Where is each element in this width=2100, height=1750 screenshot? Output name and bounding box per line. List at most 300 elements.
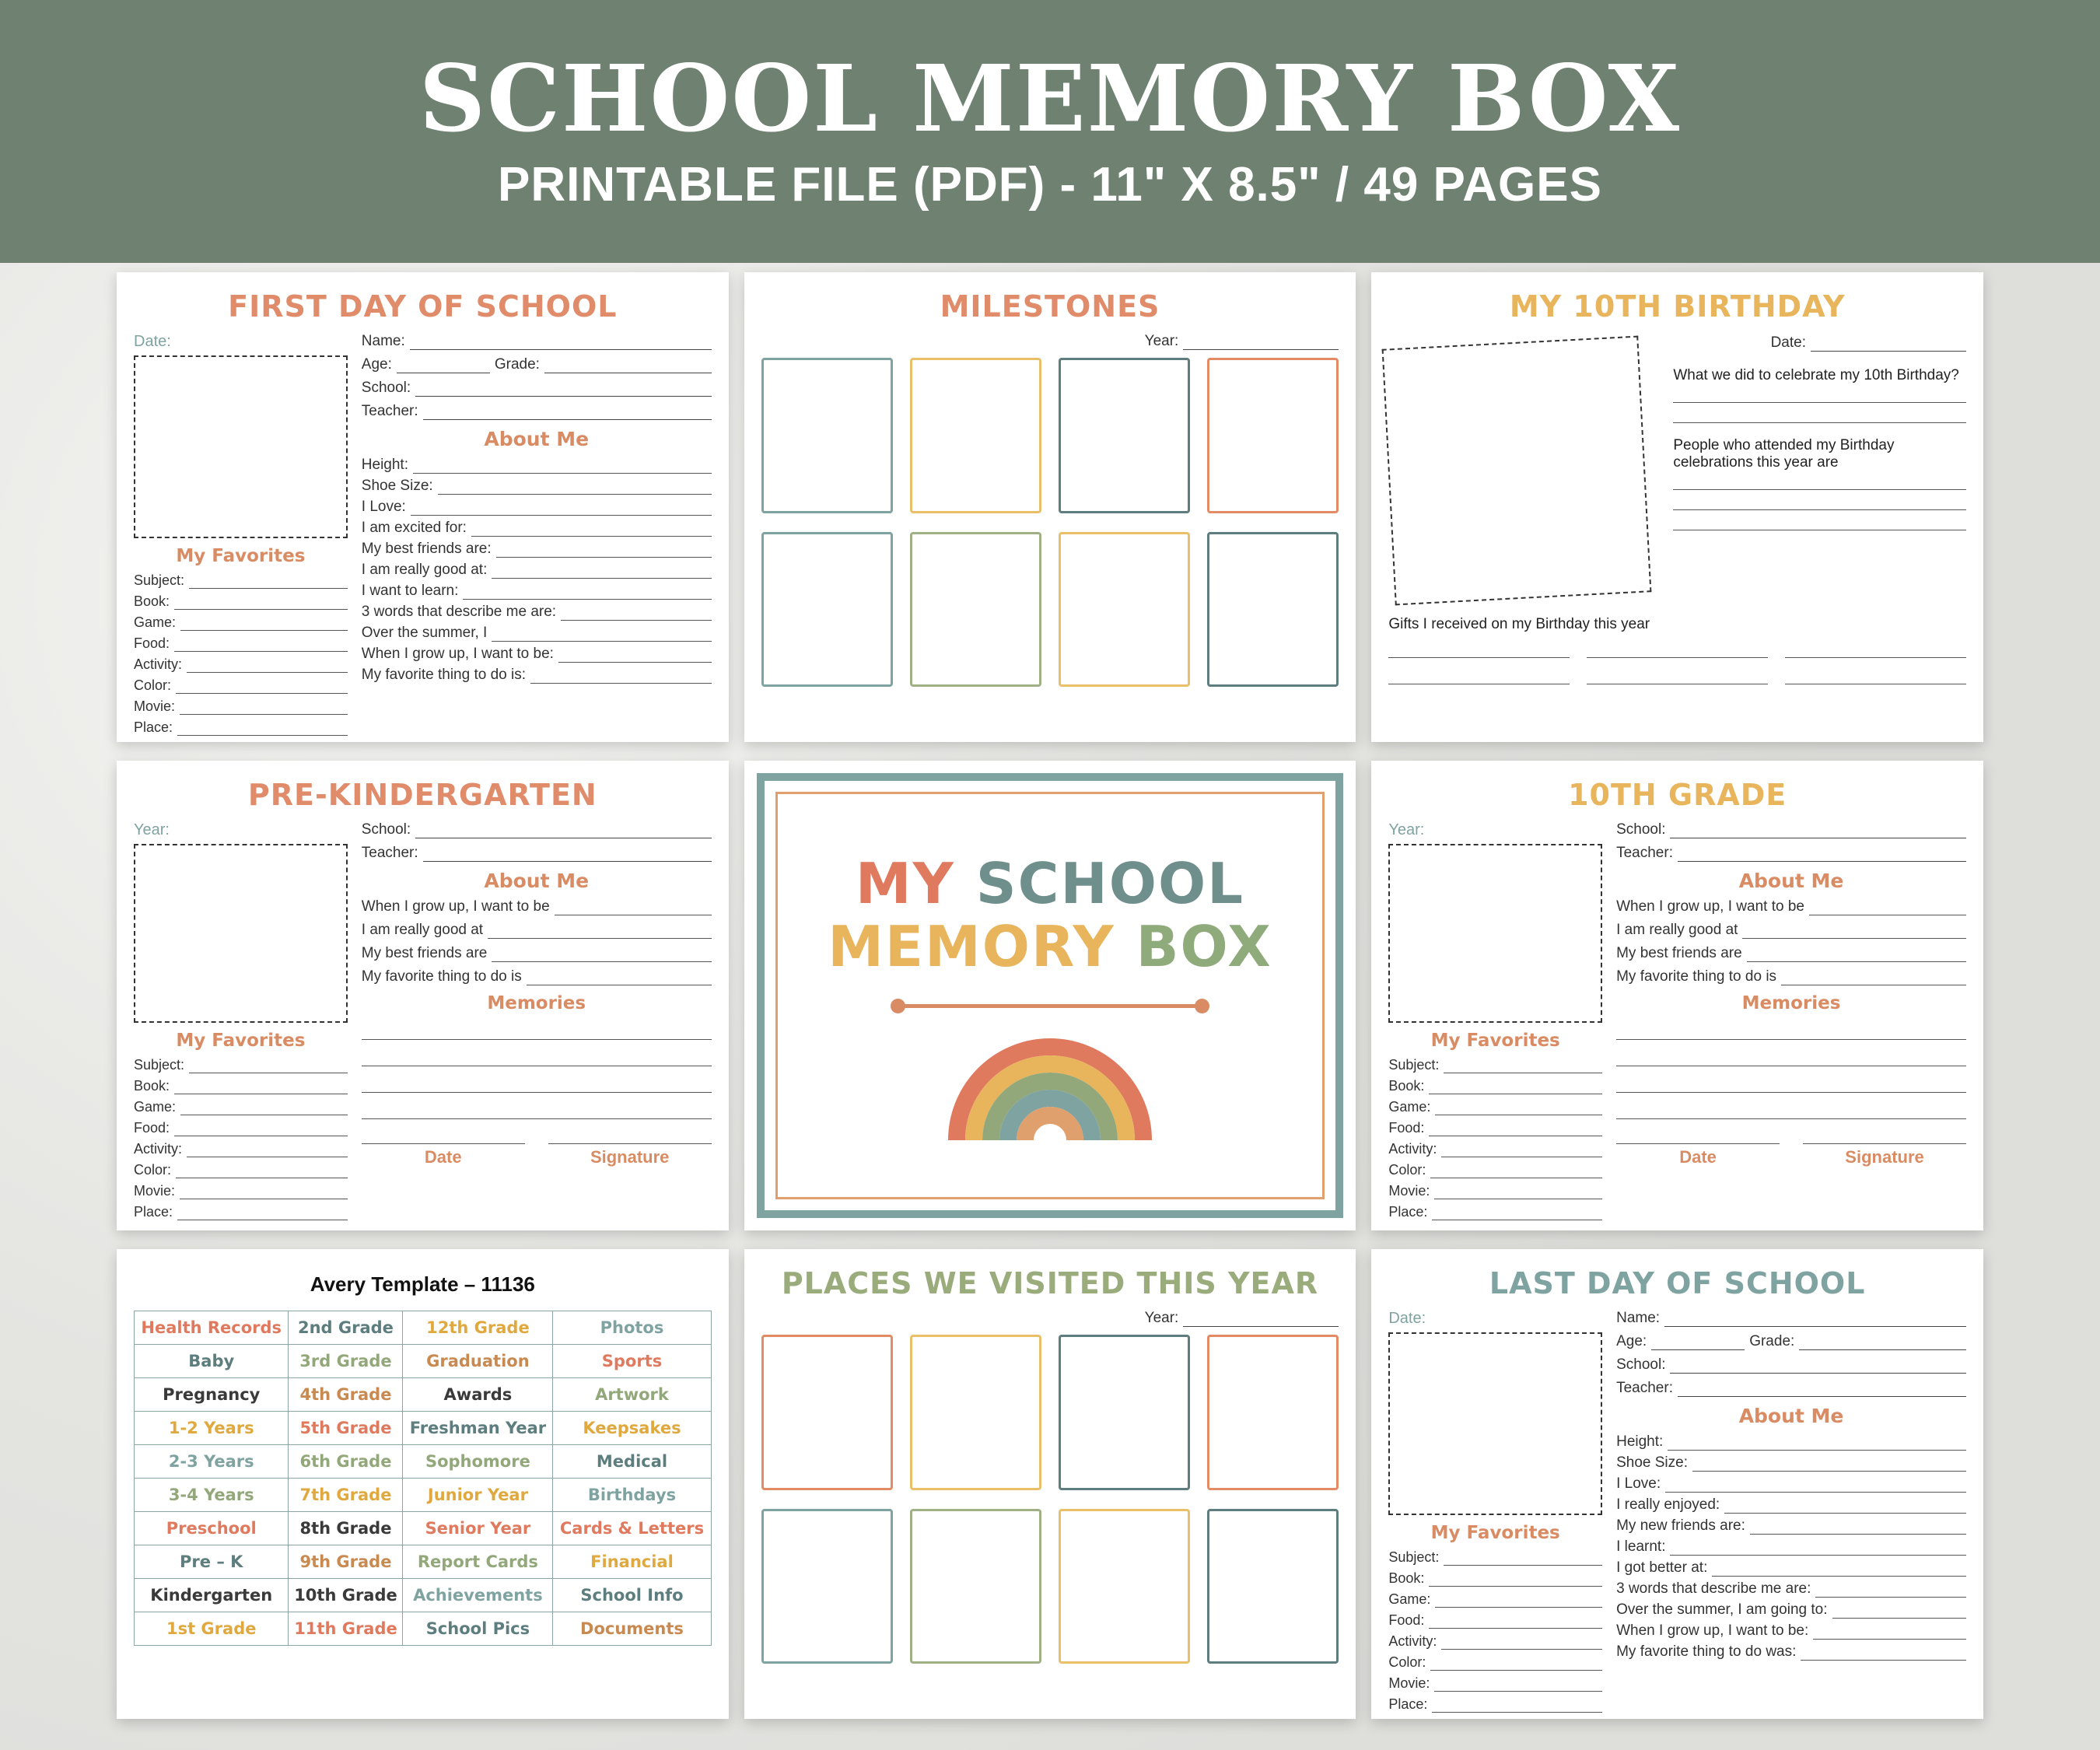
about-input[interactable] (492, 565, 711, 579)
date-label: Date: (134, 333, 171, 350)
answer-input[interactable] (1673, 476, 1966, 490)
table-cell: Senior Year (403, 1512, 553, 1545)
page-previews-grid (0, 263, 2100, 1750)
field-input-teacher[interactable] (423, 406, 712, 420)
field-input-age[interactable] (397, 359, 490, 373)
table-cell: 3rd Grade (289, 1345, 403, 1378)
about-label: I am excited for: (361, 520, 467, 536)
favorite-input[interactable] (187, 659, 348, 673)
favorite-input[interactable] (1429, 1122, 1602, 1136)
favorite-input[interactable] (177, 722, 348, 736)
photo-placeholder[interactable] (134, 355, 348, 538)
gift-input[interactable] (1587, 664, 1768, 684)
page-title: 10TH GRADE (1568, 778, 1787, 812)
favorite-label: Food: (134, 1120, 170, 1136)
favorites-list (1388, 1549, 1602, 1713)
favorite-input[interactable] (177, 1206, 348, 1220)
page-title: MILESTONES (940, 289, 1160, 324)
about-input[interactable] (411, 502, 712, 516)
milestone-box[interactable] (1059, 358, 1190, 513)
about-label: I am really good at (1616, 922, 1738, 938)
memory-input[interactable] (362, 1073, 712, 1093)
table-cell: Freshman Year (403, 1412, 553, 1445)
about-me-heading: About Me (484, 428, 590, 450)
about-input[interactable] (1692, 1458, 1966, 1472)
table-row (135, 1311, 712, 1345)
favorite-input[interactable] (1430, 1657, 1602, 1671)
table-cell: 8th Grade (289, 1512, 403, 1545)
about-label: I got better at: (1616, 1559, 1708, 1576)
about-input[interactable] (1665, 1479, 1966, 1493)
page-first-day-of-school[interactable] (117, 272, 729, 742)
table-cell: Sports (553, 1345, 711, 1378)
year-label: Year: (1388, 821, 1425, 838)
field-label-name: Name: (1616, 1310, 1661, 1326)
gift-input[interactable] (1388, 664, 1570, 684)
table-row (135, 1445, 712, 1479)
date-input[interactable] (1811, 338, 1966, 352)
cover-word-memory: MEMORY (828, 913, 1115, 979)
favorite-label: Place: (1388, 1204, 1428, 1220)
table-cell: Keepsakes (553, 1412, 711, 1445)
answer-input[interactable] (1673, 496, 1966, 510)
about-input[interactable] (438, 481, 712, 495)
table-row (135, 1512, 712, 1545)
about-label: When I grow up, I want to be (361, 898, 550, 915)
field-label-grade: Grade: (494, 356, 540, 373)
favorite-label: Place: (1388, 1696, 1428, 1712)
favorite-input[interactable] (187, 1143, 348, 1157)
field-input-teacher[interactable] (1678, 1383, 1966, 1397)
about-input[interactable] (1742, 925, 1966, 939)
table-cell: 1st Grade (135, 1612, 289, 1646)
favorite-input[interactable] (174, 638, 348, 652)
about-label: When I grow up, I want to be: (361, 646, 554, 662)
year-input[interactable] (1183, 1313, 1339, 1327)
field-label-name: Name: (361, 333, 405, 349)
question-gifts: Gifts I received on my Birthday this year (1388, 616, 1650, 632)
favorite-label: Activity: (1388, 1633, 1437, 1649)
favorite-label: Color: (134, 677, 172, 693)
table-cell: 2-3 Years (135, 1445, 289, 1479)
place-box[interactable] (910, 1335, 1041, 1490)
milestone-box[interactable] (761, 532, 893, 688)
about-label: I Love: (1616, 1475, 1661, 1492)
field-label-teacher: Teacher: (361, 845, 418, 861)
favorite-input[interactable] (1432, 1699, 1602, 1713)
memories-lines (362, 1020, 712, 1119)
favorite-input[interactable] (1434, 1185, 1602, 1199)
favorite-input[interactable] (1432, 1206, 1602, 1220)
photo-placeholder[interactable] (1388, 1332, 1602, 1515)
date-signature-input[interactable] (362, 1130, 525, 1144)
place-box[interactable] (1059, 1509, 1190, 1664)
favorite-label: Book: (134, 1078, 170, 1094)
table-row (135, 1479, 712, 1512)
about-input[interactable] (492, 628, 711, 642)
favorites-heading: My Favorites (176, 546, 306, 566)
favorite-input[interactable] (1441, 1636, 1602, 1650)
table-cell: 9th Grade (289, 1545, 403, 1579)
memory-input[interactable] (362, 1020, 712, 1040)
field-input-teacher[interactable] (1678, 848, 1966, 862)
about-label: My best friends are: (361, 541, 492, 557)
favorite-label: Color: (1388, 1654, 1426, 1670)
about-input[interactable] (1750, 1521, 1966, 1535)
favorite-label: Activity: (1388, 1141, 1437, 1157)
about-input[interactable] (1668, 1437, 1966, 1451)
about-me-list (362, 457, 712, 684)
page-places-we-visited[interactable] (744, 1249, 1356, 1719)
table-cell: Achievements (403, 1579, 553, 1612)
about-input[interactable] (496, 544, 712, 558)
field-label-school: School: (361, 821, 411, 838)
page-10th-grade[interactable] (1371, 761, 1983, 1230)
date-caption: Date (424, 1147, 462, 1167)
favorite-label: Food: (1388, 1120, 1425, 1136)
places-boxes (761, 1335, 1339, 1664)
about-label: My favorite thing to do is: (361, 667, 526, 683)
favorite-input[interactable] (176, 1164, 348, 1178)
about-input[interactable] (1747, 948, 1966, 962)
favorite-input[interactable] (174, 596, 348, 610)
date-label: Date: (1388, 1310, 1426, 1327)
about-input[interactable] (488, 925, 712, 939)
memory-input[interactable] (1616, 1099, 1966, 1119)
about-label: I want to learn: (361, 583, 459, 599)
field-label-school: School: (1616, 821, 1666, 838)
favorite-input[interactable] (180, 1185, 348, 1199)
about-label: Over the summer, I (361, 625, 488, 641)
page-milestones[interactable] (744, 272, 1356, 742)
page-title: MY 10TH BIRTHDAY (1509, 289, 1846, 324)
table-cell: Photos (553, 1311, 711, 1345)
field-input-name[interactable] (1664, 1313, 1966, 1327)
favorite-input[interactable] (1430, 1164, 1602, 1178)
about-label: Height: (361, 457, 408, 473)
about-me-heading: About Me (484, 870, 590, 892)
about-label: I learnt: (1616, 1538, 1666, 1555)
favorites-heading: My Favorites (176, 1031, 306, 1051)
favorite-input[interactable] (1429, 1615, 1602, 1629)
table-cell: 12th Grade (403, 1311, 553, 1345)
about-input[interactable] (413, 460, 712, 474)
rainbow-icon (941, 1025, 1159, 1146)
milestone-box[interactable] (1207, 358, 1339, 513)
year-input[interactable] (1183, 336, 1339, 350)
favorites-list (134, 572, 348, 736)
about-input[interactable] (1832, 1605, 1967, 1619)
favorite-input[interactable] (174, 1080, 348, 1094)
table-row (135, 1412, 712, 1445)
about-input[interactable] (1781, 971, 1966, 985)
favorite-input[interactable] (1444, 1059, 1602, 1073)
favorites-list (134, 1057, 348, 1220)
page-last-day-of-school[interactable] (1371, 1249, 1983, 1719)
field-label-school: School: (1616, 1356, 1666, 1373)
field-input-age[interactable] (1651, 1336, 1745, 1350)
favorite-label: Game: (1388, 1099, 1431, 1115)
favorite-input[interactable] (189, 575, 348, 589)
about-me-list (1616, 1433, 1966, 1661)
cover-frame (757, 773, 1344, 1218)
field-label-age: Age: (361, 356, 392, 373)
cover-title (828, 852, 1272, 978)
favorite-input[interactable] (1434, 1678, 1602, 1692)
about-label: When I grow up, I want to be (1616, 898, 1804, 915)
about-input[interactable] (530, 670, 712, 684)
about-input[interactable] (471, 523, 712, 537)
favorite-input[interactable] (176, 680, 348, 694)
favorite-input[interactable] (180, 617, 348, 631)
table-cell: Baby (135, 1345, 289, 1378)
memory-input[interactable] (362, 1099, 712, 1119)
table-row (135, 1545, 712, 1579)
favorite-label: Place: (134, 719, 173, 735)
milestone-boxes (761, 358, 1339, 687)
milestone-box[interactable] (1207, 532, 1339, 688)
gift-input[interactable] (1785, 664, 1966, 684)
about-input[interactable] (561, 607, 712, 621)
question-attendees: People who attended my Birthday celebrations this year are (1673, 437, 1895, 471)
favorite-input[interactable] (1441, 1143, 1602, 1157)
memory-input[interactable] (1616, 1046, 1966, 1066)
table-cell: 1-2 Years (135, 1412, 289, 1445)
favorite-input[interactable] (1429, 1080, 1602, 1094)
signature-row (362, 1130, 712, 1167)
about-label: I am really good at: (361, 562, 488, 578)
about-input[interactable] (492, 948, 711, 962)
answer-input[interactable] (1673, 516, 1966, 530)
favorite-label: Place: (134, 1204, 173, 1220)
milestone-box[interactable] (1059, 532, 1190, 688)
photo-placeholder[interactable] (134, 844, 348, 1023)
about-input[interactable] (1670, 1542, 1966, 1556)
page-cover[interactable] (744, 761, 1356, 1230)
favorite-label: Food: (1388, 1612, 1425, 1628)
field-label-teacher: Teacher: (1616, 845, 1673, 861)
year-label: Year: (1144, 1310, 1179, 1326)
favorite-label: Subject: (134, 1057, 185, 1073)
table-row (135, 1579, 712, 1612)
about-label: Shoe Size: (361, 478, 433, 494)
about-label: I Love: (361, 499, 406, 515)
about-input[interactable] (1712, 1563, 1966, 1577)
table-cell: 2nd Grade (289, 1311, 403, 1345)
favorite-label: Activity: (134, 1141, 183, 1157)
table-cell: Medical (553, 1445, 711, 1479)
signature-row (1616, 1130, 1966, 1167)
favorite-label: Movie: (1388, 1675, 1430, 1691)
place-box[interactable] (761, 1509, 893, 1664)
favorite-label: Movie: (134, 698, 176, 714)
favorite-label: Subject: (1388, 1549, 1440, 1565)
favorite-label: Movie: (1388, 1183, 1430, 1199)
page-pre-kindergarten[interactable] (117, 761, 729, 1230)
about-label: 3 words that describe me are: (361, 604, 557, 620)
banner-subtitle: PRINTABLE FILE (PDF) - 11" X 8.5" / 49 PAGES (498, 158, 1602, 212)
year-label: Year: (1144, 333, 1179, 349)
table-cell: Report Cards (403, 1545, 553, 1579)
gift-input[interactable] (1388, 638, 1570, 658)
avery-labels-table (134, 1311, 712, 1646)
favorites-heading: My Favorites (1430, 1523, 1560, 1543)
favorite-label: Subject: (1388, 1057, 1440, 1073)
favorite-label: Subject: (134, 572, 185, 588)
favorite-label: Color: (1388, 1162, 1426, 1178)
table-cell: 3-4 Years (135, 1479, 289, 1512)
about-label: I really enjoyed: (1616, 1496, 1720, 1513)
about-input[interactable] (1724, 1500, 1966, 1514)
about-input[interactable] (555, 901, 712, 915)
favorite-label: Game: (1388, 1591, 1431, 1607)
field-input-school[interactable] (415, 824, 712, 838)
about-input[interactable] (463, 586, 711, 600)
memory-input[interactable] (1616, 1073, 1966, 1093)
field-input-teacher[interactable] (423, 848, 712, 862)
table-cell: 5th Grade (289, 1412, 403, 1445)
about-label: Over the summer, I am going to: (1616, 1601, 1828, 1618)
field-input-school[interactable] (1670, 1360, 1966, 1374)
table-cell: Cards & Letters (553, 1512, 711, 1545)
table-cell: Junior Year (403, 1479, 553, 1512)
date-signature-input[interactable] (1616, 1130, 1780, 1144)
about-label: My best friends are (361, 945, 488, 961)
about-label: Height: (1616, 1433, 1664, 1450)
about-label: Shoe Size: (1616, 1454, 1689, 1471)
field-input-name[interactable] (410, 336, 712, 350)
memory-input[interactable] (362, 1046, 712, 1066)
photo-placeholder[interactable] (1382, 336, 1652, 606)
table-cell: Pregnancy (135, 1378, 289, 1412)
field-input-grade[interactable] (1799, 1336, 1966, 1350)
table-cell: School Info (553, 1579, 711, 1612)
table-cell: Health Records (135, 1311, 289, 1345)
about-label: My best friends are (1616, 945, 1742, 961)
about-me-list (1616, 898, 1966, 985)
milestone-box[interactable] (910, 358, 1041, 513)
field-input-grade[interactable] (544, 359, 712, 373)
favorite-input[interactable] (180, 701, 348, 715)
favorite-input[interactable] (1444, 1552, 1602, 1566)
about-input[interactable] (1809, 901, 1966, 915)
table-cell: Financial (553, 1545, 711, 1579)
table-cell: Birthdays (553, 1479, 711, 1512)
favorite-label: Movie: (134, 1183, 176, 1199)
field-label-teacher: Teacher: (361, 403, 418, 419)
place-box[interactable] (910, 1509, 1041, 1664)
milestone-box[interactable] (761, 358, 893, 513)
about-input[interactable] (558, 649, 712, 663)
signature-caption: Signature (1845, 1147, 1924, 1167)
table-cell: Awards (403, 1378, 553, 1412)
signature-input[interactable] (548, 1130, 712, 1144)
favorite-input[interactable] (174, 1122, 348, 1136)
about-me-heading: About Me (1738, 1405, 1844, 1427)
answer-input[interactable] (1673, 389, 1966, 403)
year-label: Year: (134, 821, 170, 838)
gift-input[interactable] (1785, 638, 1966, 658)
favorite-input[interactable] (1429, 1573, 1602, 1587)
header-banner (0, 0, 2100, 263)
table-cell: Graduation (403, 1345, 553, 1378)
memories-lines (1616, 1020, 1966, 1119)
banner-title: SCHOOL MEMORY BOX (418, 44, 1682, 152)
page-title: PRE-KINDERGARTEN (247, 778, 597, 812)
page-title: FIRST DAY OF SCHOOL (228, 289, 618, 324)
about-me-list (362, 898, 712, 985)
table-cell: 10th Grade (289, 1579, 403, 1612)
date-label: Date: (1770, 334, 1806, 351)
milestone-box[interactable] (910, 532, 1041, 688)
favorite-label: Activity: (134, 656, 183, 672)
memories-heading: Memories (1741, 993, 1841, 1013)
gift-input[interactable] (1587, 638, 1768, 658)
favorite-input[interactable] (1435, 1101, 1602, 1115)
signature-caption: Signature (590, 1147, 670, 1167)
about-me-heading: About Me (1738, 870, 1844, 892)
about-label: When I grow up, I want to be: (1616, 1622, 1809, 1639)
favorite-label: Book: (1388, 1570, 1425, 1586)
about-input[interactable] (527, 971, 712, 985)
cover-divider (901, 1004, 1199, 1008)
date-caption: Date (1679, 1147, 1717, 1167)
about-input[interactable] (1815, 1584, 1966, 1598)
cover-word-box: BOX (1136, 913, 1272, 979)
favorite-input[interactable] (1435, 1594, 1602, 1608)
table-row (135, 1345, 712, 1378)
table-row (135, 1612, 712, 1646)
table-cell: Documents (553, 1612, 711, 1646)
about-input[interactable] (1813, 1626, 1966, 1640)
photo-placeholder[interactable] (1388, 844, 1602, 1023)
favorite-label: Game: (134, 1099, 177, 1115)
table-cell: 11th Grade (289, 1612, 403, 1646)
about-label: I am really good at (361, 922, 484, 938)
favorite-label: Food: (134, 635, 170, 651)
memory-input[interactable] (1616, 1020, 1966, 1040)
table-cell: Artwork (553, 1378, 711, 1412)
table-cell: Preschool (135, 1512, 289, 1545)
place-box[interactable] (1207, 1335, 1339, 1490)
cover-word-my: MY (855, 851, 955, 916)
field-input-school[interactable] (1670, 824, 1966, 838)
page-avery-template[interactable] (117, 1249, 729, 1719)
about-label: My favorite thing to do is (1616, 968, 1777, 985)
memories-heading: Memories (487, 993, 586, 1013)
field-input-school[interactable] (415, 383, 712, 397)
signature-input[interactable] (1803, 1130, 1966, 1144)
preview-stage (0, 263, 2100, 1750)
about-input[interactable] (1801, 1647, 1966, 1661)
table-cell: School Pics (403, 1612, 553, 1646)
about-label: My new friends are: (1616, 1517, 1745, 1534)
field-label-teacher: Teacher: (1616, 1380, 1673, 1396)
favorite-input[interactable] (180, 1101, 348, 1115)
favorite-label: Color: (134, 1162, 172, 1178)
question-celebrate: What we did to celebrate my 10th Birthday? (1673, 367, 1959, 383)
field-label-age: Age: (1616, 1333, 1647, 1349)
page-title: PLACES WE VISITED THIS YEAR (781, 1266, 1319, 1300)
favorite-input[interactable] (189, 1059, 348, 1073)
place-box[interactable] (1207, 1509, 1339, 1664)
place-box[interactable] (1059, 1335, 1190, 1490)
answer-input[interactable] (1673, 409, 1966, 423)
place-box[interactable] (761, 1335, 893, 1490)
favorites-list (1388, 1057, 1602, 1220)
page-my-10th-birthday[interactable] (1371, 272, 1983, 742)
table-cell: Kindergarten (135, 1579, 289, 1612)
